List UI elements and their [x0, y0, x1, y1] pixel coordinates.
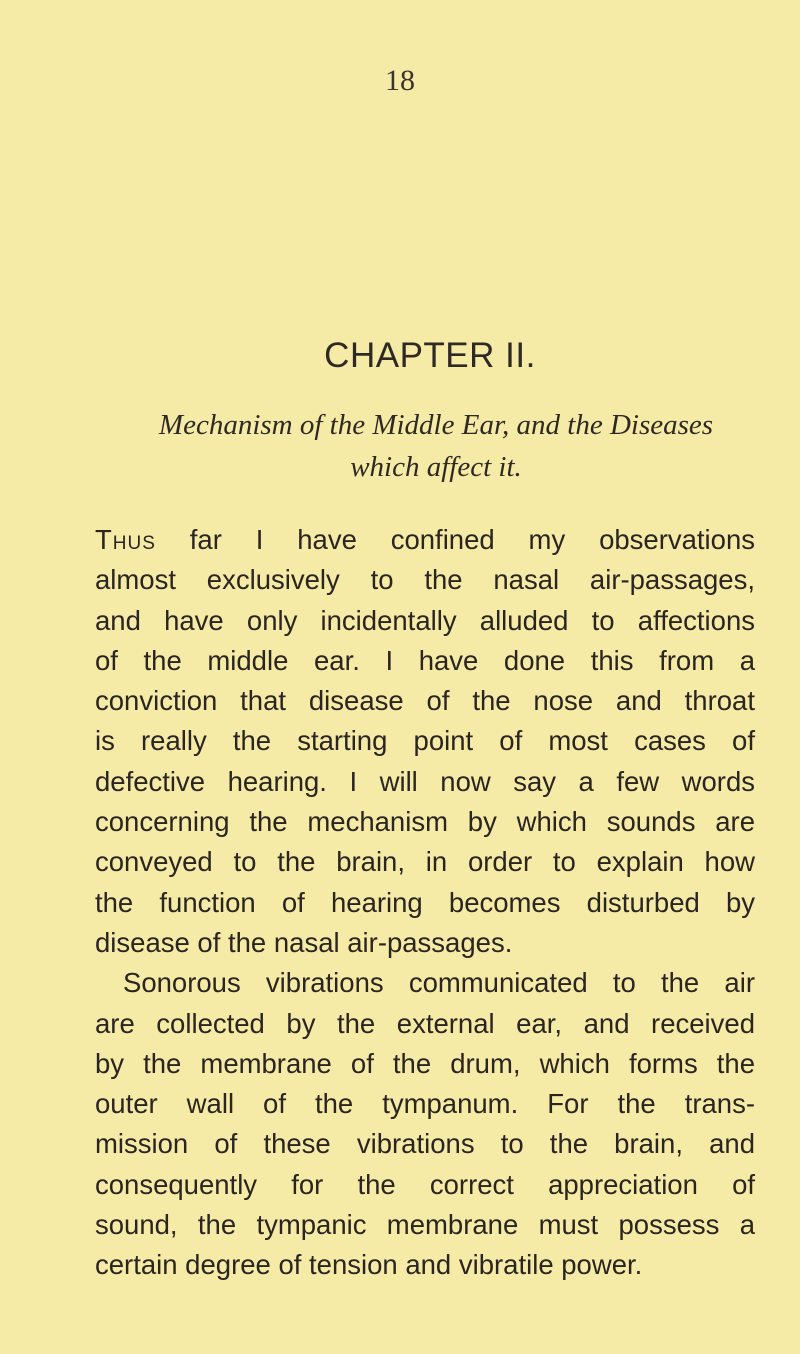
text-line: of the middle ear. I have done this from a: [95, 644, 755, 676]
chapter-title: [96, 404, 776, 488]
chapter-title-line: which affect it.: [350, 451, 522, 483]
text-line: and have only incidentally alluded to affections: [95, 604, 755, 636]
text-line: concerning the mechanism by which sounds are: [95, 806, 755, 838]
text-line: defective hearing. I will now say a few words: [95, 765, 755, 797]
text-line: conviction that disease of the nose and throat: [95, 685, 755, 717]
chapter-title-line: Mechanism of the Middle Ear, and the Diseases: [158, 409, 714, 441]
text-line: Sonorous vibrations communicated to the air: [123, 967, 755, 999]
text-line: are collected by the external ear, and received: [95, 1007, 755, 1039]
chapter-heading: CHAPTER II.: [324, 336, 536, 375]
paragraph-1: [95, 520, 755, 963]
text-line: disease of the nasal air-passages.: [95, 926, 513, 958]
page-number: 18: [385, 64, 415, 97]
text-line: the function of hearing becomes disturbed by: [95, 886, 755, 918]
text-line: by the membrane of the drum, which forms the: [95, 1047, 755, 1079]
text-line: certain degree of tension and vibratile power.: [95, 1249, 643, 1281]
body-text: [95, 520, 755, 1286]
text-line: [95, 520, 755, 560]
text-line-rest: far I have confined my observations: [155, 524, 755, 555]
lead-word: Thus: [95, 524, 156, 555]
paragraph-2: [95, 963, 755, 1285]
text-line: conveyed to the brain, in order to explain how: [95, 846, 755, 878]
text-line: almost exclusively to the nasal air-passages,: [95, 564, 755, 596]
text-line: is really the starting point of most cases of: [95, 725, 755, 757]
text-line: consequently for the correct appreciation of: [95, 1168, 755, 1200]
text-line: mission of these vibrations to the brain, and: [95, 1128, 755, 1160]
text-line: outer wall of the tympanum. For the trans-: [95, 1088, 755, 1120]
text-line: sound, the tympanic membrane must possess a: [95, 1209, 755, 1241]
